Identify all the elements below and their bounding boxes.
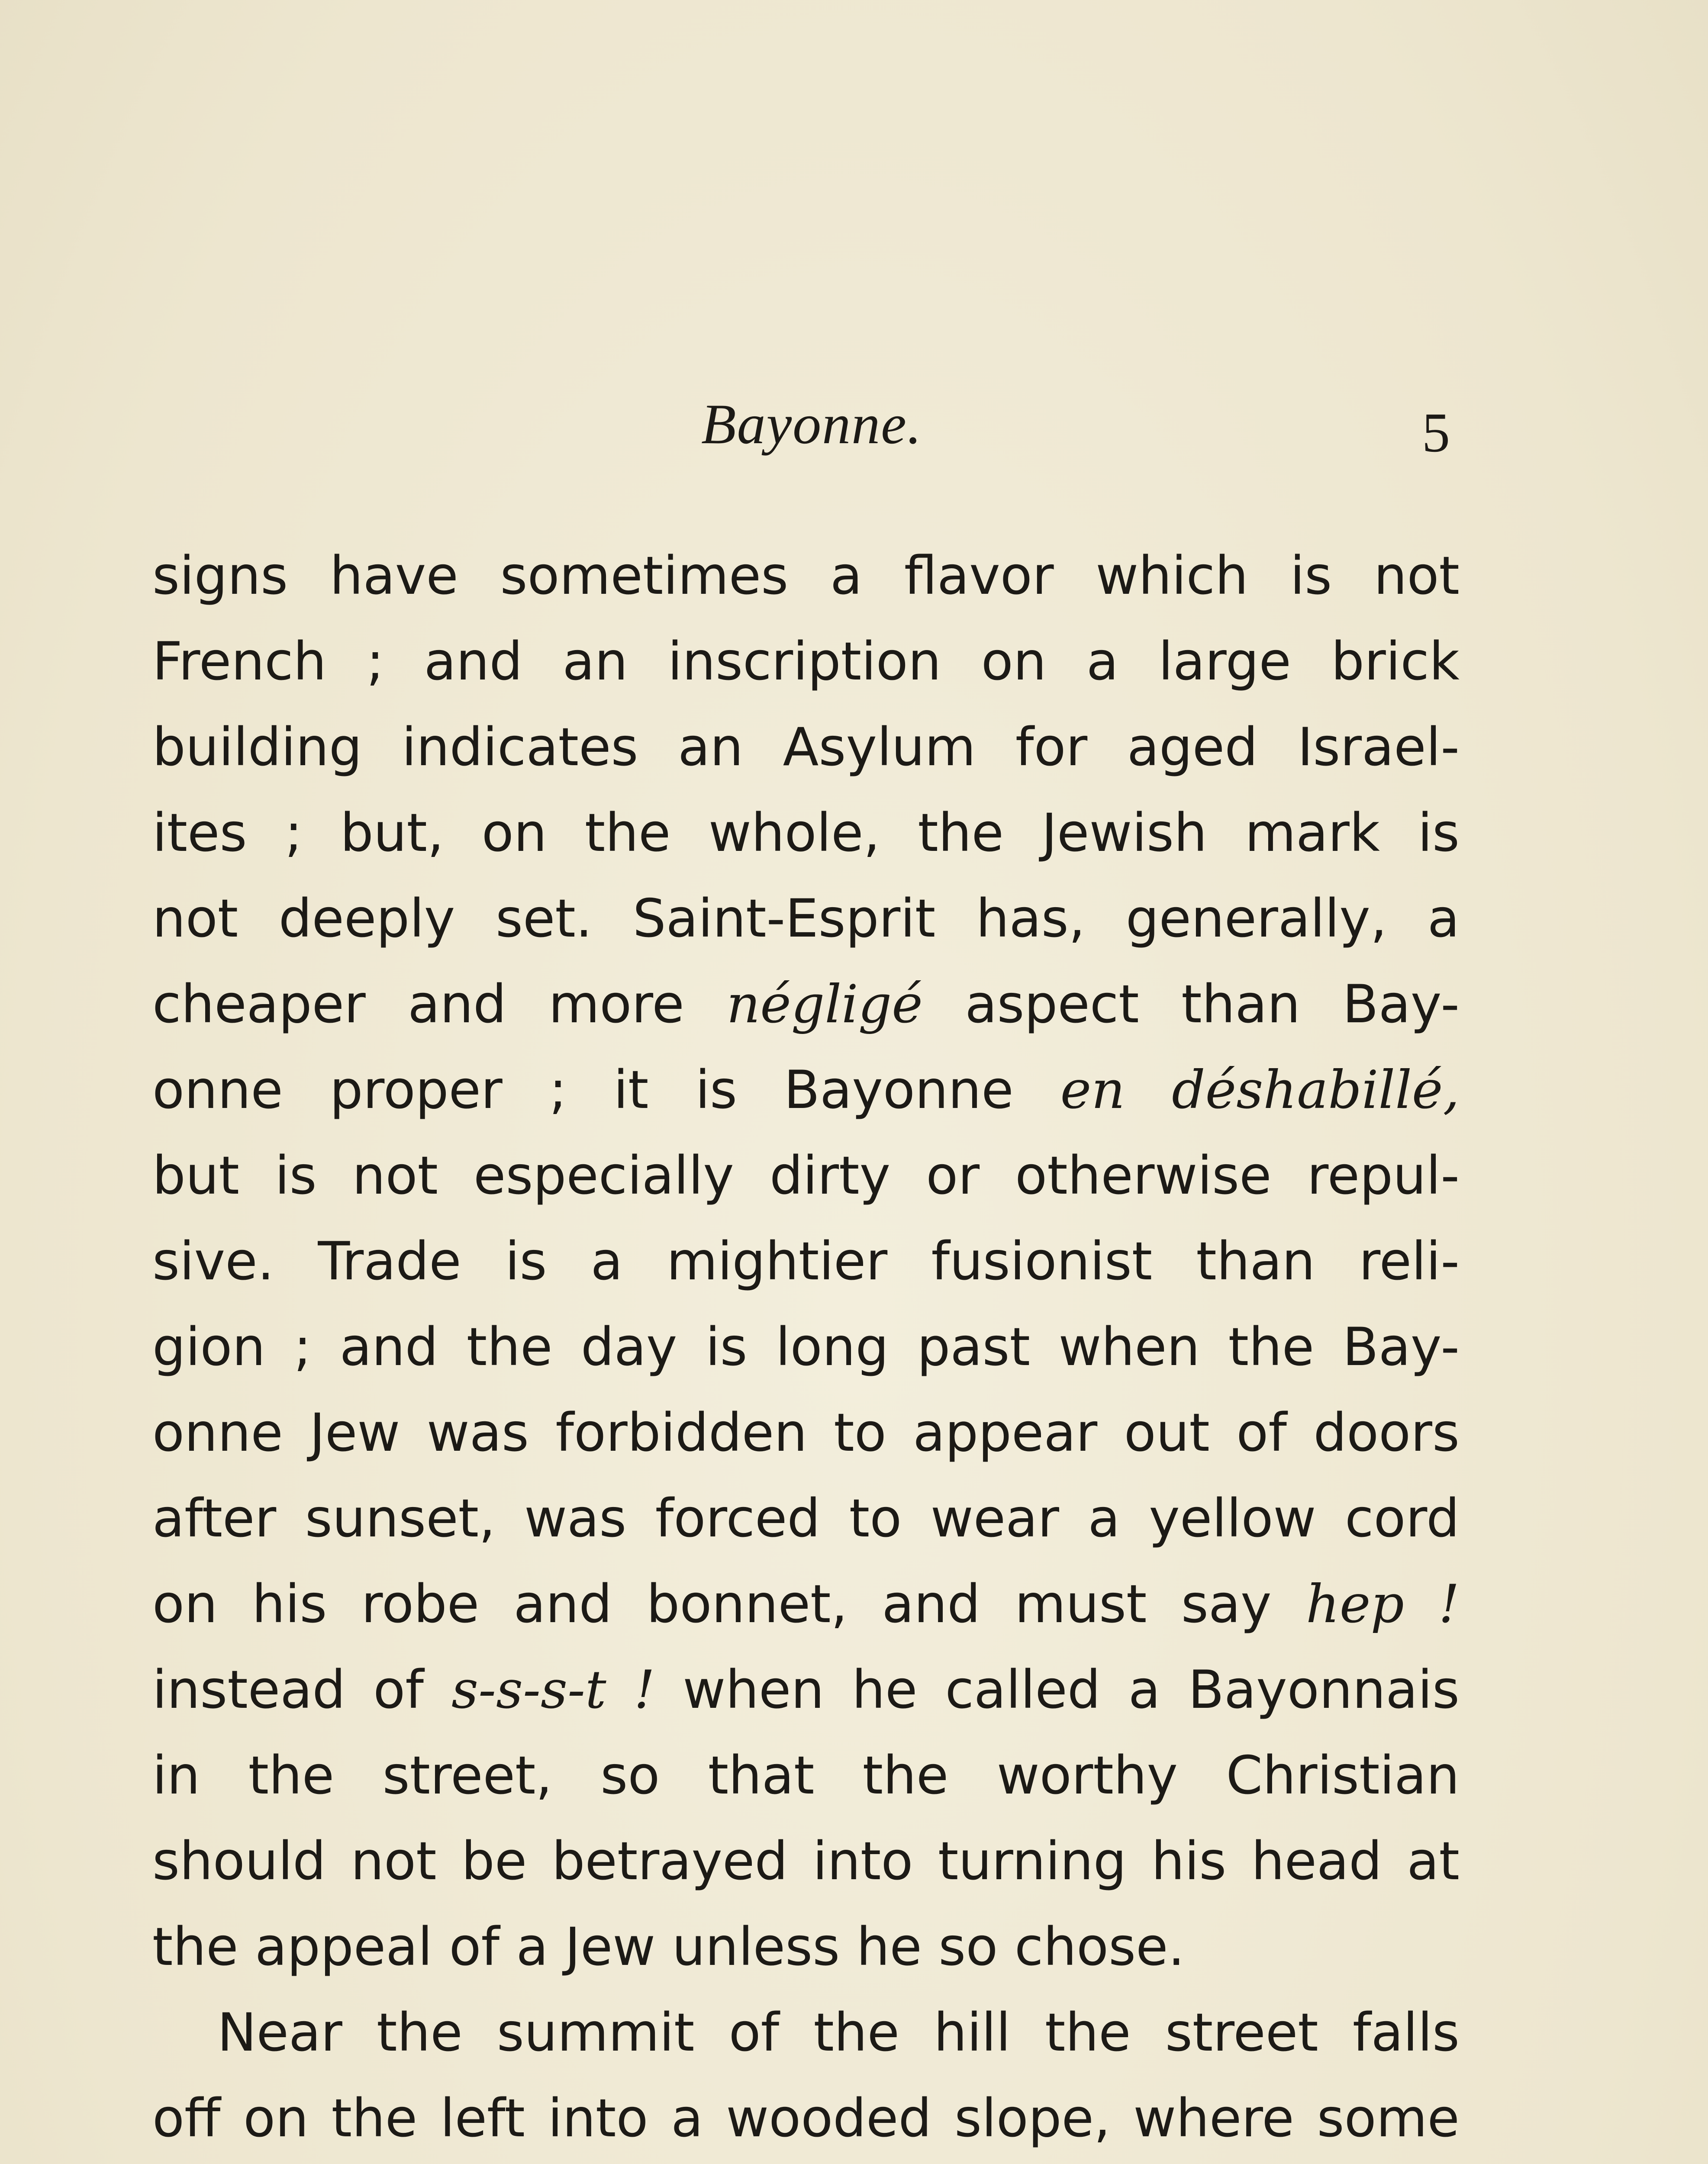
italic-phrase: s-s-s-t ! [451,1659,655,1720]
running-title: Bayonne. [701,392,922,456]
running-head [0,390,1708,464]
text-line: but is not especially dirty or otherwise repul- [152,1145,1460,1206]
paragraph-first-line: Near the summit of the hill the street falls [217,2002,1460,2063]
text-line: after sunset, was forced to wear a yellow cord [152,1488,1460,1549]
italic-phrase: en déshabillé, [1060,1059,1460,1121]
text-line: on his robe and bonnet, and must say hep ! [152,1574,1460,1635]
text-line: French ; and an inscription on a large brick [152,631,1460,692]
text-line: should not be betrayed into turning his head at [152,1831,1460,1892]
text-line: onne proper ; it is Bayonne en déshabillé, [152,1059,1460,1121]
page-number: 5 [1422,402,1450,464]
text-line: cheaper and more négligé aspect than Bay- [152,974,1460,1035]
text-line: instead of s-s-s-t ! when he called a Bayonnais [152,1659,1460,1720]
text-line: ites ; but, on the whole, the Jewish mark is [152,802,1460,863]
text-line: signs have sometimes a flavor which is not [152,545,1460,606]
italic-phrase: hep ! [1306,1574,1460,1635]
body-text [152,533,1460,2164]
text-line: gion ; and the day is long past when the Bay- [152,1317,1460,1378]
text-line: building indicates an Asylum for aged Israel- [152,717,1460,778]
text-line: the appeal of a Jew unless he so chose. [152,1916,1185,1977]
italic-phrase: négligé [726,974,923,1035]
text-line: in the street, so that the worthy Christian [152,1745,1460,1806]
text-line: not deeply set. Saint-Esprit has, generally, a [152,888,1460,949]
text-line: onne Jew was forbidden to appear out of doors [152,1402,1460,1463]
text-line: sive. Trade is a mightier fusionist than reli- [152,1231,1460,1292]
text-line [152,2161,1460,2164]
text-line: off on the left into a wooded slope, where some [152,2088,1460,2149]
